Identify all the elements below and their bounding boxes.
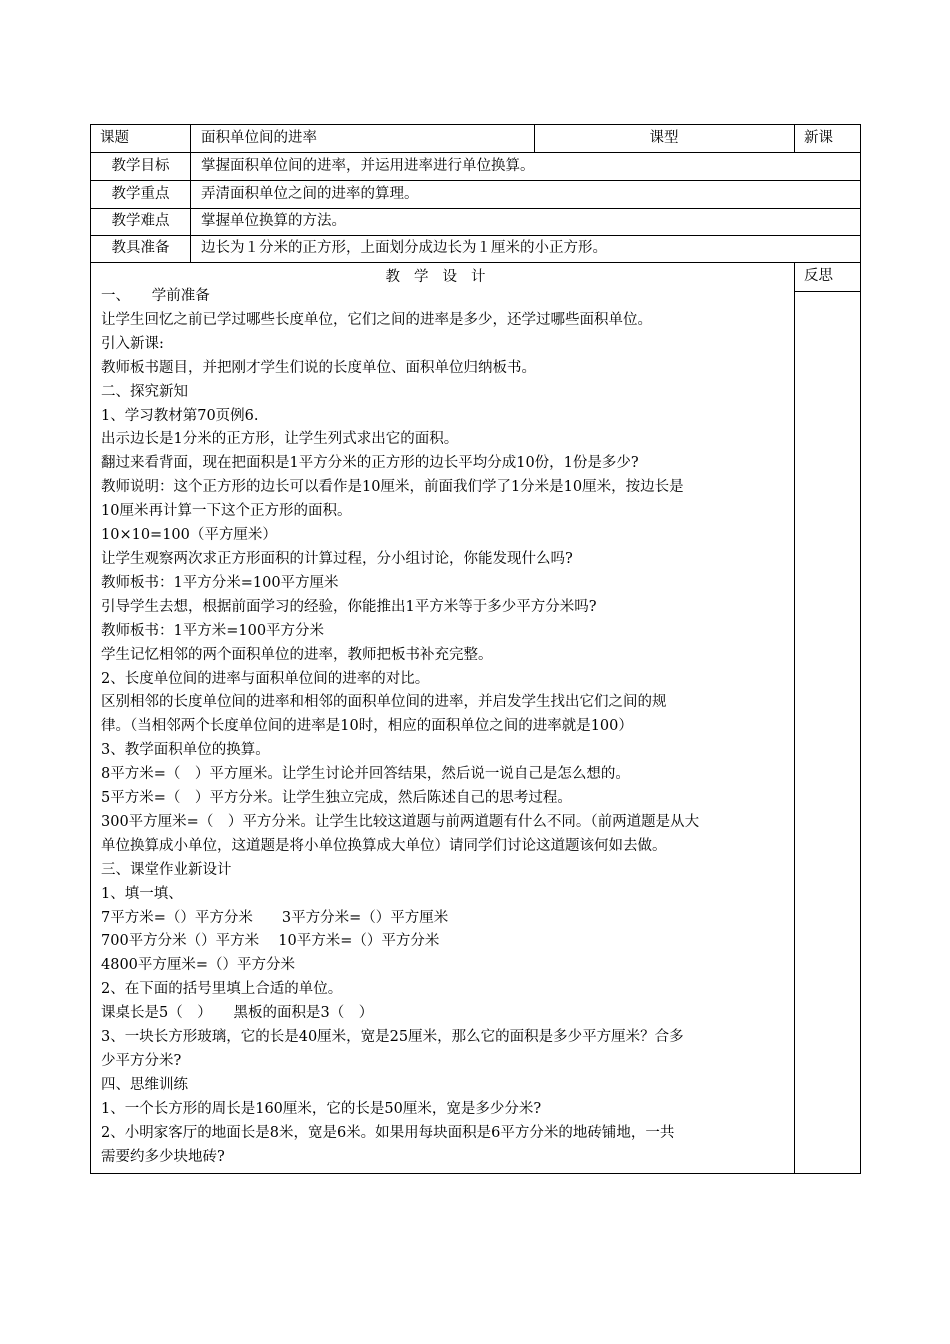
content-line: 引导学生去想，根据前面学习的经验，你能推出1平方米等于多少平方分米吗? [101, 598, 597, 615]
section-heading: 三、课堂作业新设计 [101, 861, 232, 878]
content-line: 2、在下面的括号里填上合适的单位。 [101, 981, 343, 998]
label-column-divider [190, 125, 191, 262]
content-line: 区别相邻的长度单位间的进率和相邻的面积单位间的进率，并启发学生找出它们之间的规 [101, 694, 667, 711]
content-line: 700平方分米（）平方米 10平方米=（）平方分米 [101, 933, 440, 950]
content-line: 5平方米=（ ）平方分米。让学生独立完成，然后陈述自己的思考过程。 [101, 790, 572, 807]
content-line: 2、小明家客厅的地面长是8米，宽是6米。如果用每块面积是6平方分米的地砖铺地，一共 [101, 1124, 675, 1141]
content-line: 律。（当相邻两个长度单位间的进率是10时，相应的面积单位之间的进率就是100） [101, 718, 633, 735]
reflection-column-divider [794, 262, 795, 1173]
content-line: 教师板书：1平方米=100平方分米 [101, 622, 325, 639]
content-line: 学生记忆相邻的两个面积单位的进率，教师把板书补充完整。 [101, 646, 493, 663]
content-line: 2、长度单位间的进率与面积单位间的进率的对比。 [101, 670, 430, 687]
difficulty-label: 教学难点 [111, 213, 170, 229]
content-line: 课桌长是5（ ） 黑板的面积是3（ ） [101, 1005, 374, 1022]
materials-label: 教具准备 [111, 240, 170, 256]
content-line: 10厘米再计算一下这个正方形的面积。 [101, 503, 352, 520]
content-line: 引入新课: [101, 335, 164, 352]
key-point-value: 弄清面积单位之间的进率的算理。 [201, 186, 419, 202]
row-divider [91, 262, 860, 263]
materials-value: 边长为１分米的正方形，上面划分成边长为１厘米的小正方形。 [201, 240, 607, 256]
section-heading: 一、 学前准备 [101, 288, 210, 304]
reflection-label: 反思 [804, 268, 833, 284]
topic-label: 课题 [100, 130, 129, 146]
content-line: 10×10=100（平方厘米） [101, 527, 277, 544]
row-divider [91, 180, 860, 181]
key-point-label: 教学重点 [111, 186, 170, 202]
content-line: 单位换算成小单位，这道题是将小单位换算成大单位）请同学们讨论这道题该何如去做。 [101, 837, 667, 854]
content-line: 300平方厘米=（ ）平方分米。让学生比较这道题与前两道题有什么不同。（前两道题是从大 [101, 813, 700, 830]
content-line: 翻过来看背面，现在把面积是1平方分米的正方形的边长平均分成10份，1份是多少? [101, 455, 639, 472]
lesson-type-label: 课型 [649, 130, 679, 146]
objective-value: 掌握面积单位间的进率，并运用进率进行单位换算。 [201, 158, 535, 174]
content-line: 8平方米=（ ）平方厘米。让学生讨论并回答结果，然后说一说自己是怎么想的。 [101, 766, 630, 783]
type-divider [794, 125, 795, 152]
section-heading: 二、探究新知 [101, 383, 188, 400]
content-line: 3、教学面积单位的换算。 [101, 742, 270, 759]
design-content [101, 285, 791, 1170]
content-line: 让学生回忆之前已学过哪些长度单位，它们之间的进率是多少，还学过哪些面积单位。 [101, 311, 652, 328]
content-line: 1、学习教材第70页例6. [101, 407, 259, 424]
row-divider [91, 208, 860, 209]
content-line: 3、一块长方形玻璃，它的长是40厘米，宽是25厘米，那么它的面积是多少平方厘米？合多 [101, 1029, 684, 1046]
content-line: 教师说明：这个正方形的边长可以看作是10厘米，前面我们学了1分米是10厘米，按边长是 [101, 479, 684, 496]
row-divider [91, 152, 860, 153]
lesson-plan-table [90, 124, 861, 1174]
content-line: 1、填一填、 [101, 885, 183, 902]
reflection-header-divider [794, 291, 860, 292]
difficulty-value: 掌握单位换算的方法。 [201, 213, 346, 229]
content-line: 出示边长是1分米的正方形，让学生列式求出它的面积。 [101, 431, 459, 448]
section-heading: 四、思维训练 [101, 1076, 188, 1093]
content-line: 7平方米=（）平方分米 3平方分米=（）平方厘米 [101, 909, 449, 926]
objective-label: 教学目标 [111, 158, 170, 174]
row-divider [91, 235, 860, 236]
topic-value: 面积单位间的进率 [201, 130, 317, 146]
content-line: 需要约多少块地砖? [101, 1148, 225, 1165]
content-line: 教师板书题目，并把刚才学生们说的长度单位、面积单位归纳板书。 [101, 359, 536, 376]
design-title: 教学设计 [385, 269, 500, 285]
content-line: 教师板书：1平方分米=100平方厘米 [101, 574, 339, 591]
content-line: 1、一个长方形的周长是160厘米，它的长是50厘米，宽是多少分米? [101, 1100, 542, 1117]
content-line: 让学生观察两次求正方形面积的计算过程，分小组讨论，你能发现什么吗? [101, 550, 573, 567]
lesson-type-value: 新课 [804, 130, 833, 146]
content-line: 4800平方厘米=（）平方分米 [101, 957, 296, 974]
content-line: 少平方分米? [101, 1053, 182, 1069]
